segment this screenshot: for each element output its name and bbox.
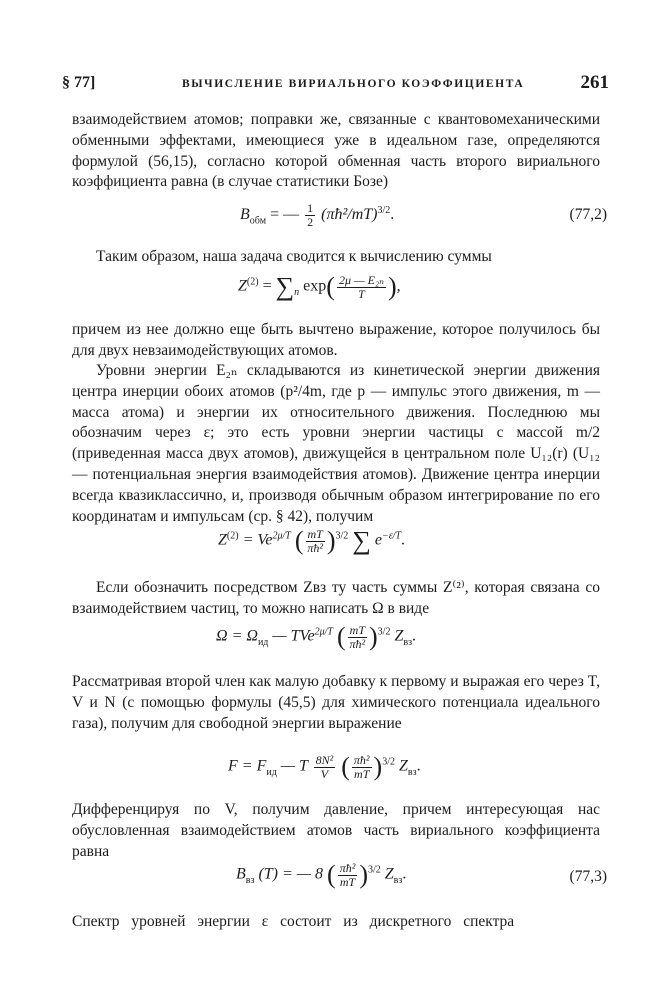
paragraph-2: Таким образом, наша задача сводится к вычислению суммы (96, 248, 492, 265)
equation-sum-z2: $Z^{(2)} = \sum_n$ exp( $\frac{\text{2μ — E₂ₙ}}{T}$ ), (238, 272, 401, 301)
running-title: ВЫЧИСЛЕНИЕ ВИРИАЛЬНОГО КОЭФФИЦИЕНТА (182, 78, 525, 90)
paragraph-3: причем из нее должно еще быть вычтено выражение, которое получилось бы для двух невзаимодействующих атомов. (72, 321, 600, 359)
equation-number-77-3: (77,3) (569, 868, 607, 885)
page-number: 261 (580, 72, 609, 93)
equation-z2-classical: $Z^{(2)} = Ve^{2\mu/T}$ ( $\frac{mT}{\text{πħ²}}$ )$^{3/2}$ ∑ $e^{-\varepsilon/T}$. (218, 526, 405, 555)
paragraph-5: Если обозначить посредством Zвз ту часть суммы Z⁽²⁾, которая связана со взаимодействием частиц, то можно написать Ω в виде (72, 579, 600, 617)
section-reference: § 77] (62, 74, 96, 91)
equation-free-energy: $F = F_{ид}$ — T $\frac{\text{8N²}}{V}$ ( $\frac{\text{πħ²}}{mT}$ )$^{3/2}$ $Z_{вз}$. (228, 752, 421, 781)
equation-77-3: $B_{вз}$ (T) = — 8 ( $\frac{\text{πħ²}}{mT}$ )$^{3/2}$ $Z_{вз}$. (236, 860, 407, 889)
equation-omega: $\Omega = \Omega_{ид}$ — TVe$^{2\mu/T}$ ( $\frac{mT}{\text{πħ²}}$ )$^{3/2}$ $Z_{вз}$. (216, 622, 417, 651)
paragraph-7: Дифференцируя по V, получим давление, причем интересующая нас обусловленная взаимодействием атомов часть вириального коэффициента равна (72, 801, 600, 860)
paragraph-4: Уровни энергии E₂ₙ складываются из кинетической энергии движения центра инерции обоих атомов (p²/4m, где p — импульс этого движения, m — масса атома) и энергии их относительного движения. Последнюю мы обозначим через ε; это есть уровни энергии частицы с массой m/2 (приведенная масса двух атомов), движущейся в центральном поле U₁₂(r) (U₁₂ — потенциальная энергия взаимодействия атомов). Движение центра инерции всегда квазиклассично, и, производя обычным образом интегрирование по его координатам и импульсам (ср. § 42), получим (72, 362, 600, 525)
paragraph-6: Рассматривая второй член как малую добавку к первому и выражая его через T, V и N (с помощью формулы (45,5) для химического потенциала идеального газа), получим для свободной энергии выражение (72, 673, 600, 732)
paragraph-8: Спектр уровней энергии ε состоит из дискретного спектра (72, 913, 515, 930)
equation-77-2: $B_{обм}$ = — $\frac{1}{2}$ (πħ²/mT)$^{3/2}$. (240, 201, 395, 229)
paragraph-1: взаимодействием атомов; поправки же, связанные с квантовомеханическими обменными эффектами, имеющиеся уже в идеальном газе, определяются формулой (56,15), согласно которой обменная часть второго вириального коэффициента равна (в случае статистики Бозе) (72, 111, 600, 191)
equation-number-77-2: (77,2) (569, 206, 607, 223)
